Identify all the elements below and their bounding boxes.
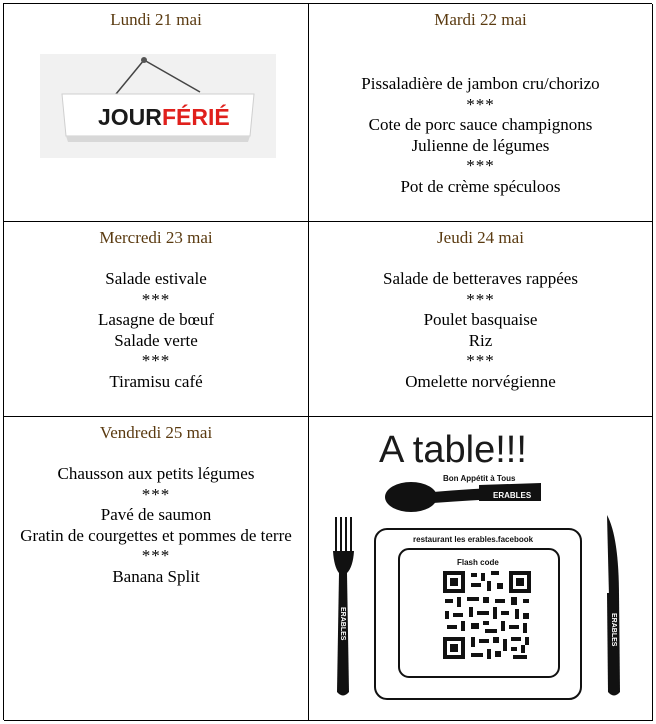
knife-icon bbox=[607, 515, 620, 696]
knife-label: ERABLES bbox=[610, 613, 617, 647]
spoon-label: ERABLES bbox=[493, 491, 532, 500]
menu-item: Lasagne de bœuf bbox=[97, 310, 215, 330]
menu-separator: *** bbox=[466, 351, 495, 371]
menu-item: Salade verte bbox=[114, 330, 198, 350]
cell-a-table bbox=[309, 417, 653, 721]
menu-separator: *** bbox=[466, 156, 495, 176]
menu-item: Poulet basquaise bbox=[423, 310, 538, 330]
menu-item: Pissaladière de jambon cru/chorizo bbox=[361, 74, 600, 93]
menu-separator: *** bbox=[466, 94, 495, 114]
cell-monday bbox=[4, 4, 309, 222]
menu-item: Tiramisu café bbox=[109, 371, 203, 391]
flash-code-label: Flash code bbox=[457, 558, 499, 567]
menu-item: Salade estivale bbox=[105, 269, 207, 288]
spoon-icon bbox=[385, 482, 541, 512]
menu-separator: *** bbox=[466, 289, 495, 309]
menu-item: Chausson aux petits légumes bbox=[57, 464, 255, 483]
day-heading: Mardi 22 mai bbox=[434, 10, 527, 29]
menu-list bbox=[4, 464, 308, 588]
menu-table bbox=[3, 3, 652, 720]
menu-item: Julienne de légumes bbox=[411, 135, 550, 155]
a-table-illustration bbox=[309, 417, 653, 721]
day-heading: Vendredi 25 mai bbox=[99, 423, 213, 442]
day-heading: Lundi 21 mai bbox=[110, 10, 202, 29]
menu-item: Pot de crème spéculoos bbox=[400, 176, 561, 196]
a-table-heading: A table!!! bbox=[379, 429, 527, 471]
menu-item: Gratin de courgettes et pommes de terre bbox=[20, 525, 292, 545]
cell-friday bbox=[4, 417, 309, 721]
menu-item: Salade de betteraves rappées bbox=[383, 269, 578, 288]
menu-separator: *** bbox=[141, 484, 171, 504]
day-heading: Jeudi 24 mai bbox=[437, 228, 524, 247]
menu-item: Cote de porc sauce champignons bbox=[368, 115, 593, 135]
cell-wednesday bbox=[4, 222, 309, 417]
tagline: Bon Appétit à Tous bbox=[443, 474, 516, 483]
menu-separator: *** bbox=[141, 546, 171, 566]
menu-item: Banana Split bbox=[112, 566, 200, 586]
facebook-text: restaurant les erables.facebook bbox=[413, 535, 534, 544]
menu-item: Riz bbox=[468, 330, 493, 350]
menu-list bbox=[4, 269, 308, 393]
day-heading: Mercredi 23 mai bbox=[99, 228, 213, 247]
jour-ferie-sign bbox=[40, 54, 276, 158]
menu-item: Omelette norvégienne bbox=[405, 371, 556, 391]
cell-thursday bbox=[309, 222, 653, 417]
menu-separator: *** bbox=[141, 289, 171, 309]
menu-separator: *** bbox=[141, 351, 171, 371]
ferie-word-jour: JOUR bbox=[98, 104, 162, 130]
menu-list bbox=[309, 269, 652, 393]
ferie-word-ferie: FÉRIÉ bbox=[162, 104, 230, 130]
fork-label: ERABLES bbox=[339, 607, 346, 641]
qr-code-icon bbox=[441, 569, 533, 661]
menu-item: Pavé de saumon bbox=[100, 505, 212, 525]
menu-list bbox=[309, 74, 652, 198]
cell-tuesday bbox=[309, 4, 653, 222]
